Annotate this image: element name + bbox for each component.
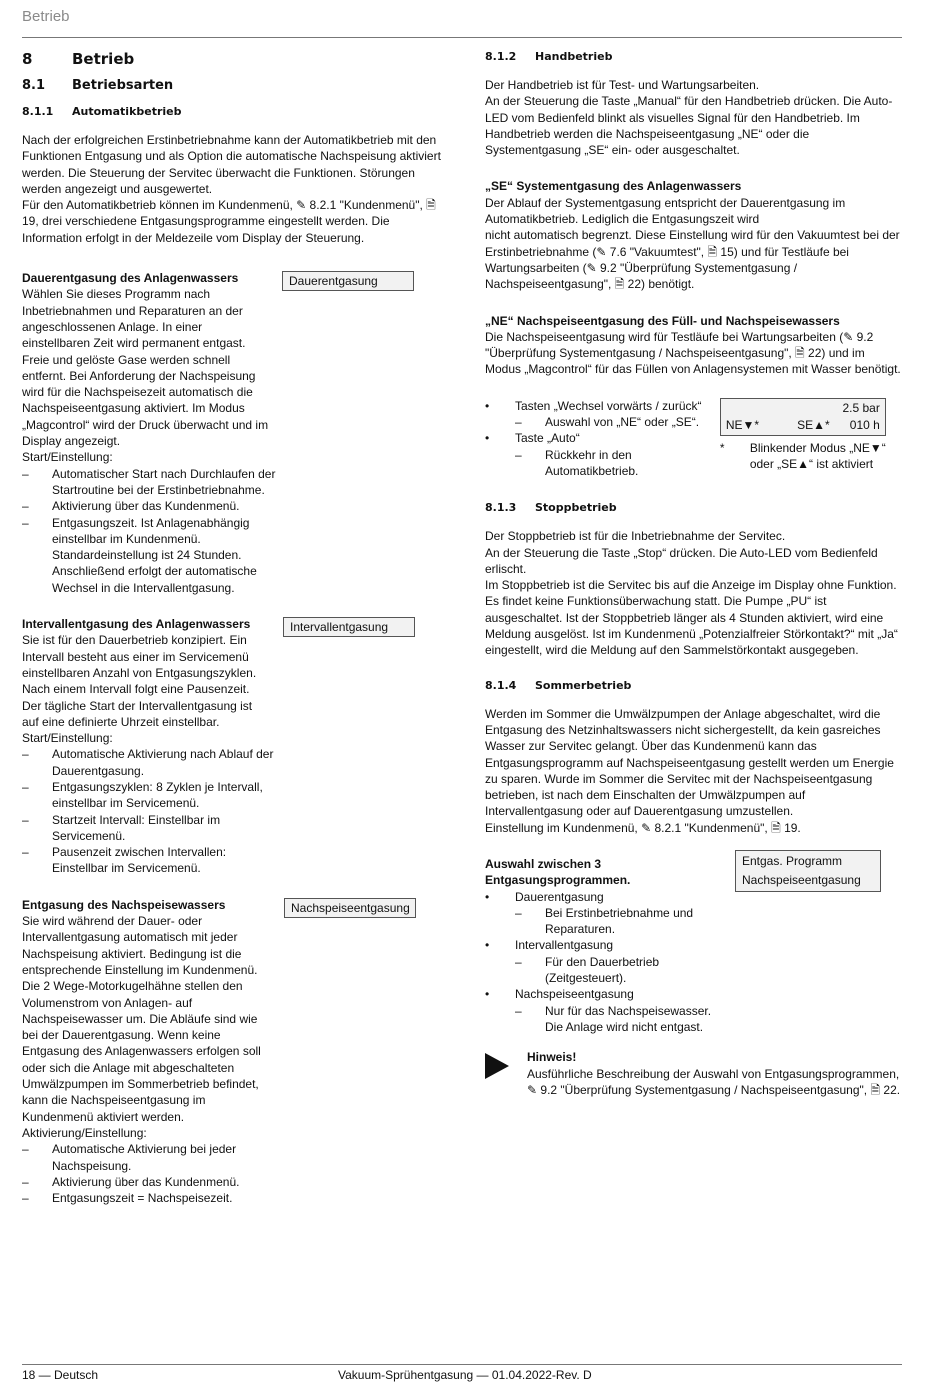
right-column: [485, 50, 903, 1098]
header-rule: [22, 37, 902, 38]
display-ne-mode: NE▼*: [725, 417, 760, 432]
hint-box: [485, 1049, 903, 1098]
nachspeise-block: [22, 897, 442, 1141]
display-footnote: * Blinkender Modus „NE▼“ oder „SE▲“ ist aktiviert: [719, 440, 886, 472]
stop-body-3: Im Stoppbetrieb ist die Servitec bis auf die Anzeige im Display ohne Funktion. Es findet keine Funktionsüberwachung statt. Die Pumpe „PU“ ist ausgeschaltet. Ist der Stoppbetrieb länger als 4 Stunden aktiviert, wird eine Meldung ausgelöst. Ist im Kundenmenü „Potenzialfreier Störkontakt?“ mit „Ja“ eingestellt, wird die Meldung auf den Sammelstörkontakt ausgegeben.: [485, 578, 898, 658]
sommer-body: Werden im Sommer die Umwälzpumpen der Anlage abgeschaltet, wird die Entgasung des Netzinhaltswassers nicht sichergestellt, da kein gasreiches Wasser zur Servitec gelangt. Über das Kundenmenü kann das Entgasungsprogramm auf Nachspeiseentgasung gestellt werden um Energie zu sparen. Wurde im Sommer die Servitec mit der Nachspeiseentgasung betrieben, ist nach dem Einschalten der Umwälzpumpen auf Intervallentgasung oder auf Dauerentgasung umzustellen.: [485, 706, 894, 819]
intro-reference-paragraph: Für den Automatikbetrieb können im Kundenmenü, ✎ 8.2.1 "Kundenmenü", 🗎 19, drei verschiedene Entgasungsprogramme eingestellt werden. Die Information erfolgt in der Meldezeile vom Display der Steuerung.: [22, 198, 436, 245]
hand-body: Der Handbetrieb ist für Test- und Wartungsarbeiten.: [485, 78, 760, 92]
se-heading: „SE“ Systementgasung des Anlagenwassers: [485, 179, 742, 194]
dauer-start-label: Start/Einstellung:: [22, 450, 113, 465]
intervall-start-label: Start/Einstellung:: [22, 731, 113, 746]
hint-title: Hinweis!: [527, 1050, 577, 1065]
list-item: • Nachspeiseentgasung: [485, 987, 634, 1002]
list-item: – Aktivierung über das Kundenmenü.: [22, 499, 240, 514]
list-item: – Startzeit Intervall: Einstellbar im Servicemenü.: [22, 812, 221, 843]
list-item: – Automatischer Start nach Durchlaufen der Startroutine bei der Erstinbetriebnahme.: [22, 466, 276, 497]
list-item: • Dauerentgasung: [485, 889, 604, 904]
section-heading-8-1-1: 8.1.1 Automatikbetrieb: [22, 105, 182, 118]
program-display-line-2: Nachspeiseentgasung: [742, 872, 861, 887]
dauer-heading: Dauerentgasung des Anlagenwassers: [22, 271, 239, 286]
hand-body-2: An der Steuerung die Taste „Manual“ für den Handbetrieb drücken. Die Auto-LED vom Bedienfeld blinkt als visuelles Signal für den Handbetrieb. Im Handbetrieb werden die Nachspeiseentgasung „NE“ oder die Systementgasung „SE“ ein- oder ausgeschaltet.: [485, 94, 893, 158]
list-item: – Auswahl von „NE“ oder „SE“.: [515, 415, 700, 430]
section-heading-8-1-4: 8.1.4 Sommerbetrieb: [485, 678, 632, 692]
intervall-block: [22, 616, 442, 746]
ne-heading: „NE“ Nachspeiseentgasung des Füll- und Nachspeisewassers: [485, 313, 840, 328]
list-item: – Automatische Aktivierung nach Ablauf der Dauerentgasung.: [22, 747, 274, 778]
intervall-heading: Intervallentgasung des Anlagenwassers: [22, 617, 251, 632]
list-item: • Tasten „Wechsel vorwärts / zurück“: [485, 398, 702, 413]
list-item: • Intervallentgasung: [485, 938, 614, 953]
nachspeise-display-box: Nachspeiseentgasung: [284, 898, 416, 918]
list-item: – Aktivierung über das Kundenmenü.: [22, 1174, 240, 1189]
list-item: – Nur für das Nachspeisewasser. Die Anlage wird nicht entgast.: [515, 1003, 712, 1034]
list-item: – Rückkehr in den Automatikbetrieb.: [515, 447, 639, 478]
hint-text: Ausführliche Beschreibung der Auswahl von Entgasungsprogrammen, ✎ 9.2 "Überprüfung Systementgasung / Nachspeiseentgasung", 🗎 22.: [527, 1066, 901, 1097]
ne-body: Die Nachspeiseentgasung wird für Testläufe bei Wartungsarbeiten (✎ 9.2 "Überprüfung Systementgasung / Nachspeiseentgasung", 🗎 22) und im Modus „Magcontrol“ für das Füllen von Anlagensystemen mit Wasser benötigt.: [485, 329, 901, 377]
se-body-2: nicht automatisch begrenzt. Diese Einstellung wird für den Vakuumtest bei der Erstinbetriebnahme (✎ 7.6 "Vakuumtest", 🗎 15) und für Testläufe bei Wartungsarbeiten (✎ 9.2 "Überprüfung Systementgasung / Nachspeiseentgasung", 🗎 22) benötigt.: [485, 228, 900, 292]
section-heading-8-1-2: 8.1.2 Handbetrieb: [485, 50, 613, 63]
running-header: Betrieb: [22, 8, 70, 25]
section-heading-8: 8 Betrieb: [22, 50, 135, 68]
list-item: – Pausenzeit zwischen Intervallen: Einstellbar im Servicemenü.: [22, 845, 227, 876]
controller-display: [720, 398, 886, 436]
stop-body-2: An der Steuerung die Taste „Stop“ drücken. Die Auto-LED vom Bedienfeld erlischt.: [485, 545, 878, 576]
intervall-body: Sie ist für den Dauerbetrieb konzipiert. Ein Intervall besteht aus einer im Servicemenü einstellbaren Anzahl von Entgasungszyklen. Nach einem Intervall folgt eine Pausenzeit. Der tägliche Start der Intervallentgasung ist auf eine definierte Uhrzeit einstellbar.: [22, 633, 257, 729]
arrow-right-icon: [485, 1053, 509, 1079]
list-item: – Entgasungszyklen: 8 Zyklen je Intervall, einstellbar im Servicemenü.: [22, 779, 263, 811]
section-heading-8-1-3: 8.1.3 Stoppbetrieb: [485, 501, 617, 515]
footer-page-number: 18 — Deutsch: [22, 1368, 99, 1382]
program-selection-block: [485, 853, 903, 1035]
display-se-mode: SE▲*: [797, 417, 830, 432]
display-pressure: 2.5 bar: [842, 400, 880, 415]
dauer-block: [22, 270, 442, 466]
se-body: Der Ablauf der Systementgasung entspricht der Dauerentgasung im Automatikbetrieb. Lediglich die Entgasungszeit wird: [485, 195, 846, 227]
nachspeise-body: Sie wird während der Dauer- oder Intervallentgasung automatisch mit jeder Nachspeisung aktiviert. Bedingung ist die entsprechende Einstellung im Kundenmenü. Die 2 Wege-Motorkugelhähne stellen den Volumenstrom von Anlagen- auf Nachspeisewasser um. Die Abläufe sind wie bei der Dauerentgasung. Wenn keine Entgasung des Anlagenwassers erfolgen soll oder sich die Anlage mit abgeschalteten Umwälzpumpen im Sommerbetrieb befindet, kann die Nachspeiseentgasung im Kundenmenü aktiviert werden.: [22, 914, 261, 1124]
footer-document-title: Vakuum-Sprühentgasung — 01.04.2022-Rev. D: [338, 1368, 592, 1382]
section-heading-8-1: 8.1 Betriebsarten: [22, 78, 174, 93]
intervall-display-box: Intervallentgasung: [283, 617, 415, 637]
list-item: – Entgasungszeit = Nachspeisezeit.: [22, 1191, 233, 1206]
footer-rule: [22, 1364, 902, 1365]
list-item: • Taste „Auto“: [485, 431, 580, 446]
nachspeise-heading: Entgasung des Nachspeisewassers: [22, 897, 226, 912]
manual-keys-block: [485, 398, 903, 479]
nachspeise-start-label: Aktivierung/Einstellung:: [22, 1125, 147, 1140]
stop-body: Der Stoppbetrieb ist für die Inbetriebnahme der Servitec.: [485, 529, 786, 544]
dauer-body: Wählen Sie dieses Programm nach Inbetriebnahmen und Reparaturen an der angeschlossenen Anlage. In einer einstellbaren Zeit wird permanent entgast. Freie und gelöste Gase werden schnell entfernt. Bei Anforderung der Nachspeisung wird für die Nachspeisezeit automatisch die Nachspeiseentgasung aktiviert. Im Modus „Magcontrol“ wird der Druck überwacht und im Display angezeigt.: [22, 287, 269, 449]
display-time: 010 h: [849, 417, 880, 432]
list-item: – Automatische Aktivierung bei jeder Nachspeisung.: [22, 1142, 237, 1173]
left-column: [22, 50, 442, 1206]
list-item: – Für den Dauerbetrieb (Zeitgesteuert).: [515, 954, 660, 986]
sommer-reference: Einstellung im Kundenmenü, ✎ 8.2.1 "Kundenmenü", 🗎 19.: [485, 820, 801, 835]
list-item: – Bei Erstinbetriebnahme und Reparaturen.: [515, 905, 694, 937]
program-display-box: [735, 850, 881, 892]
program-selection-heading: Auswahl zwischen 3 Entgasungsprogrammen.: [485, 856, 631, 888]
list-item: – Entgasungszeit. Ist Anlagenabhängig einstellbar im Kundenmenü. Standardeinstellung ist 24 Stunden. Anschließend erfolgt der automatische Wechsel in die Intervallentgasung.: [22, 515, 257, 595]
program-display-line-1: Entgas. Programm: [742, 853, 843, 868]
intro-paragraph: Nach der erfolgreichen Erstinbetriebnahme kann der Automatikbetrieb mit den Funktionen Entgasung und als Option die automatische Nachspeisung aktiviert werden. Die Steuerung der Servitec überwacht die Funktionen. Störungen werden angezeigt und ausgewertet.: [22, 133, 441, 196]
dauer-display-box: Dauerentgasung: [282, 271, 414, 291]
